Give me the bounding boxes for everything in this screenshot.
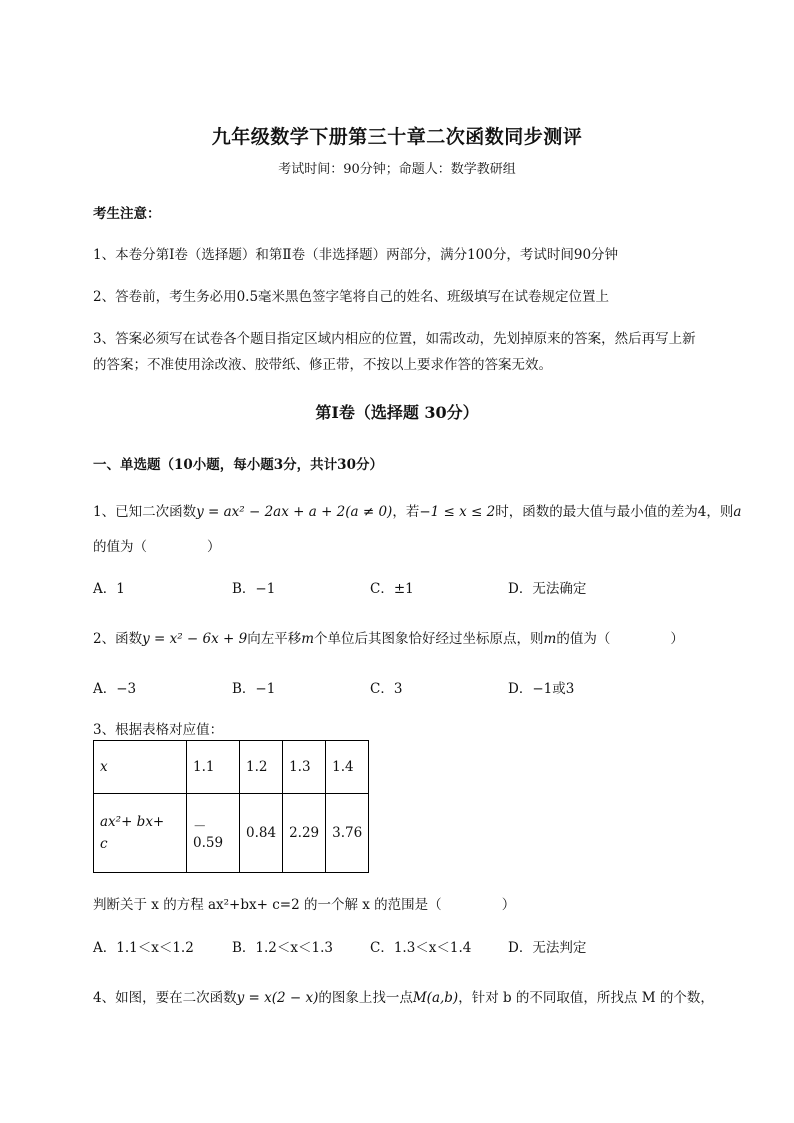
q3-option-b[interactable]: B．1.2＜x＜1.3 <box>232 940 333 956</box>
q1-mid: ，若 <box>392 504 420 520</box>
q3-question-end: ） <box>501 897 516 913</box>
table-row <box>94 741 369 794</box>
q1-option-b[interactable]: B．−1 <box>232 581 276 597</box>
note-3: 3、答案必须写在试卷各个题目指定区域内相应的位置，如需改动，先划掉原来的答案，然后再写上新 <box>93 331 696 347</box>
q1-suffix: 时，函数的最大值与最小值的差为4，则 <box>495 504 734 520</box>
table-row <box>94 794 369 873</box>
table-cell: －0.59 <box>187 794 240 873</box>
q2-var: m <box>301 631 315 647</box>
q2-suffix2: 的值为（ <box>556 631 611 647</box>
table-cell: 1.1 <box>187 741 240 794</box>
q2-option-b[interactable]: B．−1 <box>232 681 276 697</box>
page-title: 九年级数学下册第三十章二次函数同步测评 <box>211 126 583 148</box>
question-3-stem: 3、根据表格对应值： <box>93 722 224 738</box>
q4-suffix: ，针对 b 的不同取值，所找点 M 的个数， <box>458 990 714 1006</box>
table-cell: 3.76 <box>326 794 369 873</box>
q1-condition: −1 ≤ x ≤ 2 <box>419 504 496 520</box>
question-4-stem <box>93 986 714 1006</box>
table-cell: 1.2 <box>240 741 283 794</box>
exam-info: 考试时间：90分钟；命题人：数学教研组 <box>278 162 516 177</box>
q1-formula: y = ax² − 2ax + a + 2(a ≠ 0) <box>196 504 393 520</box>
q1-option-c[interactable]: C．±1 <box>370 581 414 597</box>
row-label: ax²+ bx+ <box>100 814 165 830</box>
question-2-stem <box>93 627 684 647</box>
table-cell: 2.29 <box>283 794 326 873</box>
question-1-line2 <box>93 535 221 555</box>
question-1-stem <box>93 500 741 520</box>
q3-question: 判断关于 x 的方程 ax²+bx+ c=2 的一个解 x 的范围是（ <box>93 897 442 913</box>
q4-formula: y = x(2 − x) <box>236 990 319 1006</box>
q1-line2-end: ） <box>207 539 221 555</box>
q2-suffix: 个单位后其图象恰好经过坐标原点，则 <box>314 631 544 647</box>
question-3-text <box>93 893 515 913</box>
q2-formula: y = x² − 6x + 9 <box>142 631 248 647</box>
table-cell: 1.3 <box>283 741 326 794</box>
q3-option-d[interactable]: D．无法判定 <box>508 940 587 956</box>
note-1: 1、本卷分第Ⅰ卷（选择题）和第Ⅱ卷（非选择题）两部分，满分100分，考试时间90分钟 <box>93 247 619 263</box>
q1-option-d[interactable]: D．无法确定 <box>508 581 587 597</box>
q1-prefix: 1、已知二次函数 <box>93 504 197 520</box>
q1-var: a <box>733 504 742 520</box>
part-heading: 一、单选题（10小题，每小题3分，共计30分） <box>93 457 383 473</box>
value-table <box>93 740 369 873</box>
notes-heading: 考生注意： <box>93 206 161 222</box>
q2-mid: 向左平移 <box>247 631 302 647</box>
q2-option-a[interactable]: A．−3 <box>93 681 137 697</box>
note-2: 2、答卷前，考生务必用0.5毫米黑色签字笔将自己的姓名、班级填写在试卷规定位置上 <box>93 289 610 305</box>
q3-option-a[interactable]: A．1.1＜x＜1.2 <box>93 940 194 956</box>
note-3-cont: 的答案；不准使用涂改液、胶带纸、修正带，不按以上要求作答的答案无效。 <box>93 357 552 373</box>
q2-option-c[interactable]: C．3 <box>370 681 403 697</box>
q4-point: M(a,b) <box>412 990 459 1006</box>
q4-prefix: 4、如图，要在二次函数 <box>93 990 237 1006</box>
table-cell: 0.84 <box>240 794 283 873</box>
q3-option-c[interactable]: C．1.3＜x＜1.4 <box>370 940 472 956</box>
table-cell <box>94 794 187 873</box>
table-cell: x <box>94 741 187 794</box>
q2-prefix: 2、函数 <box>93 631 143 647</box>
q2-var-2: m <box>543 631 557 647</box>
q2-end: ） <box>670 631 684 647</box>
table-cell: 1.4 <box>326 741 369 794</box>
section-title: 第Ⅰ卷（选择题 30分） <box>315 403 479 422</box>
row-label-2: c <box>100 836 108 852</box>
q1-option-a[interactable]: A．1 <box>93 581 125 597</box>
q4-mid: 的图象上找一点 <box>318 990 413 1006</box>
q1-line2: 的值为（ <box>93 539 147 555</box>
q2-option-d[interactable]: D．−1或3 <box>508 681 575 697</box>
